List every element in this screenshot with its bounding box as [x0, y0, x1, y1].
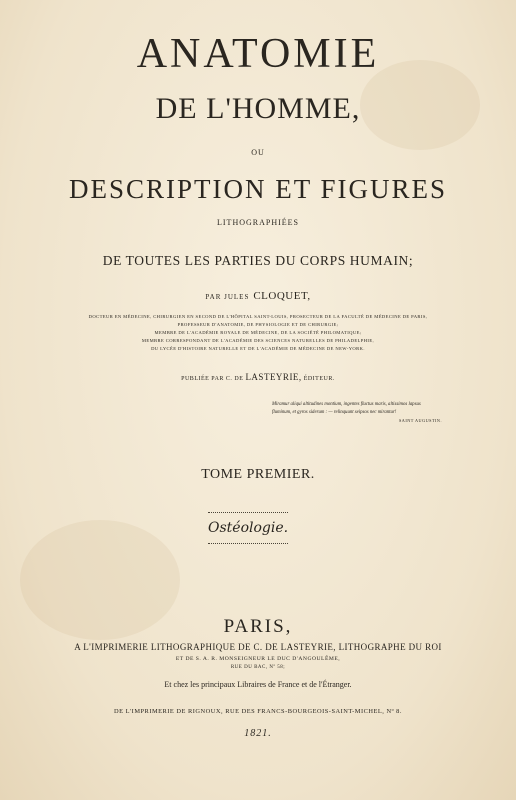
- publisher-prefix: PUBLIÉE PAR C. DE: [181, 376, 244, 382]
- author-par: PAR JULES: [205, 293, 250, 301]
- imprint-street: RUE DU BAC, Nº 58;: [230, 665, 286, 670]
- imprint-year: 1821.: [244, 728, 272, 739]
- author-credential: DOCTEUR EN MÉDECINE, CHIRURGIEN EN SECOND DE L'HÔPITAL SAINT-LOUIS, PROSECTEUR DE LA FACULTÉ DE MÉDECINE DE PARIS,: [88, 314, 428, 319]
- title-line-4: DE TOUTES LES PARTIES DU CORPS HUMAIN;: [102, 253, 414, 268]
- title-line-2: DE L'HOMME,: [155, 92, 361, 125]
- epigraph: [272, 401, 482, 425]
- title-line-3: DESCRIPTION ET FIGURES: [68, 174, 448, 204]
- dotted-rule-bottom: [208, 543, 288, 544]
- author-line: [0, 290, 516, 302]
- author-credential: MEMBRE CORRESPONDANT DE L'ACADÉMIE DES SCIENCES NATURELLES DE PHILADELPHIE,: [141, 338, 375, 343]
- imprint-rignoux: DE L'IMPRIMERIE DE RIGNOUX, RUE DES FRANCS-BOURGEOIS-SAINT-MICHEL, Nº 8.: [114, 708, 402, 715]
- imprint-city: PARIS,: [223, 616, 293, 637]
- author-name: CLOQUET,: [253, 290, 311, 302]
- title-lithographiees: LITHOGRAPHIÉES: [217, 218, 299, 227]
- author-credential: DU LYCÉE D'HISTOIRE NATURELLE ET DE L'ACADÉMIE DE MÉDECINE DE NEW-YORK.: [151, 346, 365, 351]
- epigraph-line-2: fluminum, et gyros siderum : — relinquunt seipsos nec mirantur!: [272, 410, 397, 415]
- title-line-1: ANATOMIE: [136, 31, 380, 77]
- epigraph-line-1: Miramur aliqui altitudines montium, ingentes fluctus maris, altissimos lapsus: [272, 402, 421, 407]
- imprint-sellers: Et chez les principaux Libraires de France et de l'Étranger.: [164, 680, 352, 689]
- author-credential: MEMBRE DE L'ACADÉMIE ROYALE DE MÉDECINE, DE LA SOCIÉTÉ PHILOMATIQUE;: [154, 330, 362, 335]
- dotted-rule-top: [208, 512, 288, 513]
- author-credential: PROFESSEUR D'ANATOMIE, DE PHYSIOLOGIE ET DE CHIRURGIE;: [177, 322, 339, 327]
- tome-heading: TOME PREMIER.: [201, 467, 315, 482]
- imprint-printer: A L'IMPRIMERIE LITHOGRAPHIQUE DE C. DE LASTEYRIE, LITHOGRAPHE DU ROI: [74, 642, 442, 652]
- title-ou: OU: [251, 148, 265, 157]
- imprint-patron: ET DE S. A. R. MONSEIGNEUR LE DUC D'ANGOULÊME,: [175, 656, 341, 662]
- section-label-box: [208, 512, 288, 544]
- epigraph-author: SAINT AUGUSTIN.: [398, 418, 442, 423]
- publisher-name: LASTEYRIE,: [245, 372, 302, 382]
- section-label: Ostéologie.: [208, 520, 289, 536]
- publisher-suffix: ÉDITEUR.: [303, 376, 335, 382]
- publisher-line: [0, 372, 516, 382]
